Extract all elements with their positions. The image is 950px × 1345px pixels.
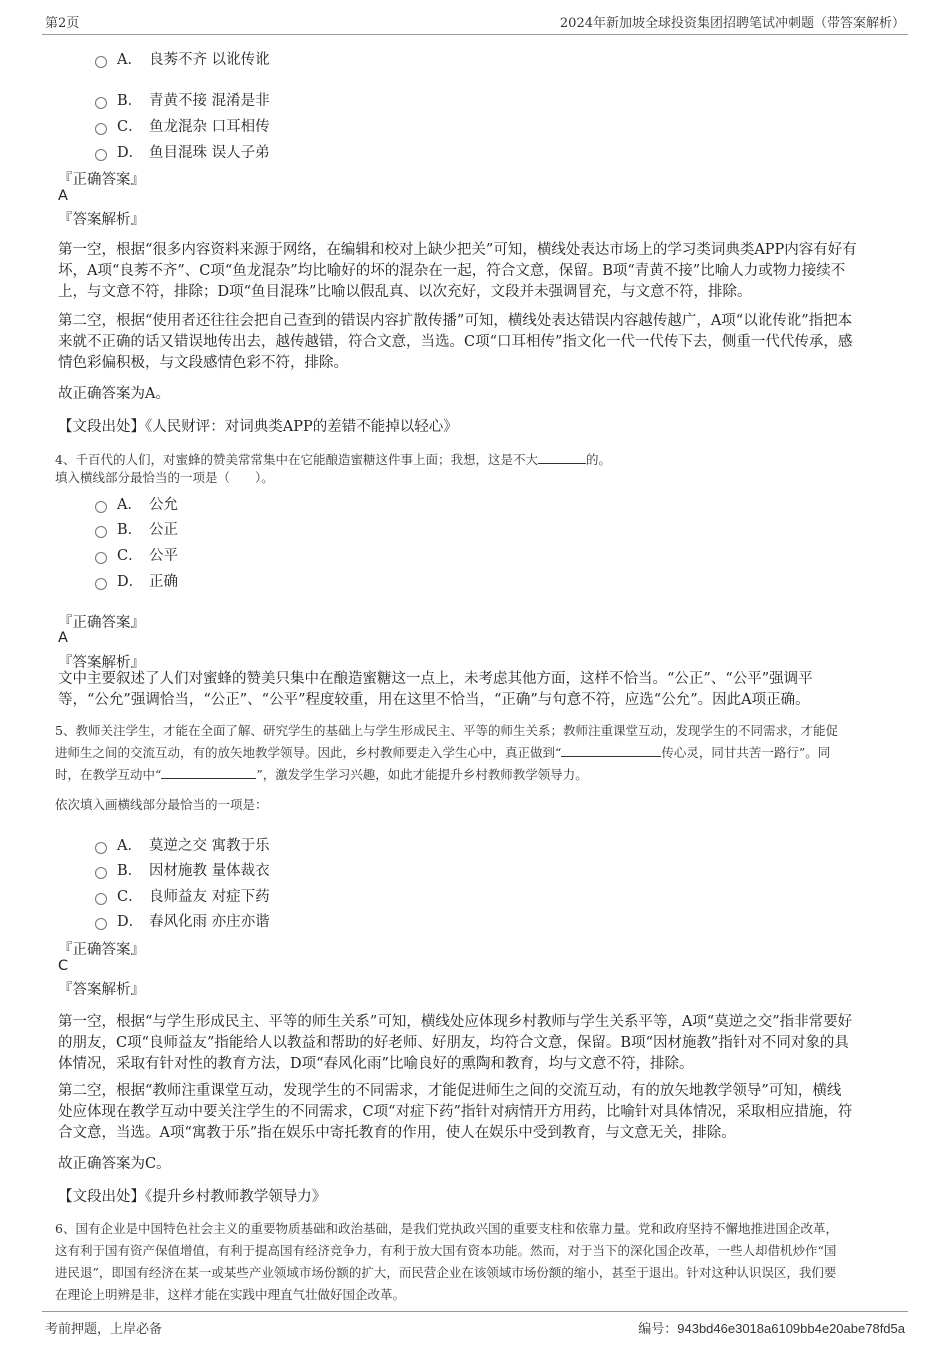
radio-icon[interactable] xyxy=(95,123,107,135)
option-text: 莫逆之交 寓教于乐 xyxy=(149,838,270,854)
document-title: 2024年新加坡全球投资集团招聘笔试冲刺题（带答案解析） xyxy=(559,16,905,31)
q3-analysis-para-1 xyxy=(58,240,893,303)
stem-text: 6、国有企业是中国特色社会主义的重要物质基础和政治基础，是我们党执政兴国的重要支柱和依靠力量。党和政府坚持不懈地推进国企改革， xyxy=(55,1221,838,1236)
q3-analysis-para-2 xyxy=(58,311,893,374)
q3-option-b[interactable] xyxy=(95,89,270,110)
stem-text: 4、千百代的人们，对蜜蜂的赞美常常集中在它能酿造蜜糖这件事上面；我想，这是不大 xyxy=(55,452,538,467)
text-line: 合文意，当选。A项“寓教于乐”指在娱乐中寄托教育的作用，使人在娱乐中受到教育，与文意无关，排除。 xyxy=(58,1125,736,1141)
option-text: 因材施教 量体裁衣 xyxy=(149,863,270,879)
fill-blank xyxy=(161,778,256,779)
header-divider xyxy=(42,34,908,35)
radio-icon[interactable] xyxy=(95,918,107,930)
text-line: 第一空，根据“很多内容资料来源于网络，在编辑和校对上缺少把关”可知，横线处表达市场上的学习类词典类APP内容有好有 xyxy=(58,242,857,258)
q4-answer: A xyxy=(58,630,68,646)
q3-answer-label: 『正确答案』 xyxy=(58,172,145,188)
radio-icon[interactable] xyxy=(95,893,107,905)
q6-stem xyxy=(55,1218,895,1306)
q4-option-c[interactable] xyxy=(95,544,178,565)
radio-icon[interactable] xyxy=(95,842,107,854)
q3-answer: A xyxy=(58,188,68,204)
text-line: 的朋友，C项“良师益友”指能给人以教益和帮助的好老师、好朋友，均符合文意，保留。B项“因材施教”指针对不同对象的具 xyxy=(58,1035,849,1051)
option-letter: A． xyxy=(117,838,142,854)
text-line: 上，与文意不符，排除；D项“鱼目混珠”比喻以假乱真、以次充好，文段并未强调冒充，与文意不符，排除。 xyxy=(58,284,752,300)
option-text: 青黄不接 混淆是非 xyxy=(149,93,270,109)
radio-icon[interactable] xyxy=(95,867,107,879)
q5-conclusion: 故正确答案为C。 xyxy=(58,1156,171,1172)
text-line: 等，“公允”强调恰当，“公正”、“公平”程度较重，用在这里不恰当，“正确”与句意不符，应选“公允”。因此A项正确。 xyxy=(58,692,810,708)
q5-option-a[interactable] xyxy=(95,834,270,855)
page-number: 第2页 xyxy=(45,16,80,31)
option-text: 良莠不齐 以讹传讹 xyxy=(149,52,270,68)
text-line: 第一空，根据“与学生形成民主、平等的师生关系”可知，横线处应体现乡村教师与学生关系平等，A项“莫逆之交”指非常要好 xyxy=(58,1014,853,1030)
option-letter: C． xyxy=(117,119,143,135)
q5-option-b[interactable] xyxy=(95,859,270,880)
option-text: 鱼龙混杂 口耳相传 xyxy=(149,119,270,135)
option-text: 鱼目混珠 误人子弟 xyxy=(149,145,270,161)
q5-analysis-label: 『答案解析』 xyxy=(58,982,145,998)
stem-text: 的。 xyxy=(585,452,611,467)
q3-source: 【文段出处】《人民财评：对词典类APP的差错不能掉以轻心》 xyxy=(58,419,458,435)
q4-answer-label: 『正确答案』 xyxy=(58,615,145,631)
radio-icon[interactable] xyxy=(95,97,107,109)
q3-option-a[interactable] xyxy=(95,48,270,69)
stem-text: ”，激发学生学习兴趣，如此才能提升乡村教师教学领导力。 xyxy=(256,767,588,782)
text-line: 坏，A项“良莠不齐”、C项“鱼龙混杂”均比喻好的坏的混杂在一起，符合文意，保留。B项“青黄不接”比喻人力或物力接续不 xyxy=(58,263,846,279)
radio-icon[interactable] xyxy=(95,56,107,68)
q5-stem xyxy=(55,720,895,786)
option-text: 春风化雨 亦庄亦谐 xyxy=(149,914,270,930)
radio-icon[interactable] xyxy=(95,501,107,513)
option-text: 正确 xyxy=(149,574,178,590)
option-text: 公允 xyxy=(149,497,178,513)
text-line: 情色彩偏积极，与文段感情色彩不符，排除。 xyxy=(58,355,348,371)
q4-stem xyxy=(55,449,895,489)
stem-text: 进民退”，即国有经济在某一或某些产业领域市场份额的扩大，而民营企业在该领域市场份额的缩小，甚至于退出。针对这种认识误区，我们要 xyxy=(55,1265,837,1280)
fill-blank xyxy=(561,756,661,757)
fill-blank xyxy=(538,463,586,464)
footer-motto: 考前押题，上岸必备 xyxy=(45,1322,163,1337)
q3-option-c[interactable] xyxy=(95,115,270,136)
q5-source: 【文段出处】《提升乡村教师教学领导力》 xyxy=(58,1189,327,1205)
q5-answer-label: 『正确答案』 xyxy=(58,942,145,958)
stem-text: 在理论上明辨是非，这样才能在实践中理直气壮做好国企改革。 xyxy=(55,1287,406,1302)
option-letter: B． xyxy=(117,863,143,879)
option-text: 良师益友 对症下药 xyxy=(149,889,270,905)
q5-analysis-para-1 xyxy=(58,1012,893,1075)
footer-divider xyxy=(42,1311,908,1312)
serial-label: 编号： xyxy=(638,1322,678,1337)
stem-text: 时，在教学互动中“ xyxy=(55,767,162,782)
q3-analysis-label: 『答案解析』 xyxy=(58,212,145,228)
stem-text: 填入横线部分最恰当的一项是（ ）。 xyxy=(55,470,274,485)
radio-icon[interactable] xyxy=(95,552,107,564)
option-letter: A． xyxy=(117,52,142,68)
option-letter: B． xyxy=(117,522,143,538)
q4-analysis-label: 『答案解析』 xyxy=(58,655,145,671)
radio-icon[interactable] xyxy=(95,149,107,161)
q4-option-d[interactable] xyxy=(95,570,178,591)
option-letter: D． xyxy=(117,574,144,590)
option-text: 公平 xyxy=(149,548,178,564)
q5-prompt: 依次填入画横线部分最恰当的一项是： xyxy=(55,797,268,812)
stem-text: 传心灵，同甘共苦一路行”。同 xyxy=(661,745,831,760)
option-text: 公正 xyxy=(149,522,178,538)
text-line: 来就不正确的话又错误地传出去，越传越错，符合文意，当选。C项“口耳相传”指文化一代一代传下去，侧重一代代传承，感 xyxy=(58,334,853,350)
text-line: 文中主要叙述了人们对蜜蜂的赞美只集中在酿造蜜糖这一点上，未考虑其他方面，这样不恰当。“公正”、“公平”强调平 xyxy=(58,671,813,687)
q3-option-d[interactable] xyxy=(95,141,270,162)
q4-analysis xyxy=(58,669,893,711)
q5-answer: C xyxy=(58,958,69,974)
stem-text: 5、教师关注学生，才能在全面了解、研究学生的基础上与学生形成民主、平等的师生关系；教师注重课堂互动，发现学生的不同需求，才能促 xyxy=(55,723,838,738)
stem-text: 这有利于国有资产保值增值，有利于提高国有经济竞争力，有利于放大国有资本功能。然而，对于当下的深化国企改革，一些人却借机炒作“国 xyxy=(55,1243,837,1258)
footer-serial xyxy=(638,1318,905,1337)
stem-text: 进师生之间的交流互动，有的放矢地教学领导。因此，乡村教师要走入学生心中，真正做到“ xyxy=(55,745,562,760)
q5-option-c[interactable] xyxy=(95,885,270,906)
option-letter: C． xyxy=(117,889,143,905)
q5-option-d[interactable] xyxy=(95,910,270,931)
text-line: 处应体现在教学互动中要关注学生的不同需求，C项“对症下药”指针对病情开方用药，比喻针对具体情况，采取相应措施，符 xyxy=(58,1104,853,1120)
text-line: 第二空，根据“使用者还往往会把自己查到的错误内容扩散传播”可知，横线处表达错误内容越传越广，A项“以讹传讹”指把本 xyxy=(58,313,853,329)
serial-value: 943bd46e3018a6109bb4e20abe78fd5a xyxy=(677,1321,905,1336)
text-line: 第二空，根据“教师注重课堂互动，发现学生的不同需求，才能促进师生之间的交流互动，有的放矢地教学领导”可知，横线 xyxy=(58,1083,842,1099)
radio-icon[interactable] xyxy=(95,526,107,538)
radio-icon[interactable] xyxy=(95,578,107,590)
option-letter: D． xyxy=(117,145,144,161)
option-letter: A． xyxy=(117,497,142,513)
q4-option-a[interactable] xyxy=(95,493,178,514)
option-letter: C． xyxy=(117,548,143,564)
option-letter: B． xyxy=(117,93,143,109)
q4-option-b[interactable] xyxy=(95,518,178,539)
text-line: 体情况，采取有针对性的教育方法，D项“春风化雨”比喻良好的熏陶和教育，均与文意不符，排除。 xyxy=(58,1056,694,1072)
option-letter: D． xyxy=(117,914,144,930)
q5-analysis-para-2 xyxy=(58,1081,893,1144)
q3-conclusion: 故正确答案为A。 xyxy=(58,386,170,402)
